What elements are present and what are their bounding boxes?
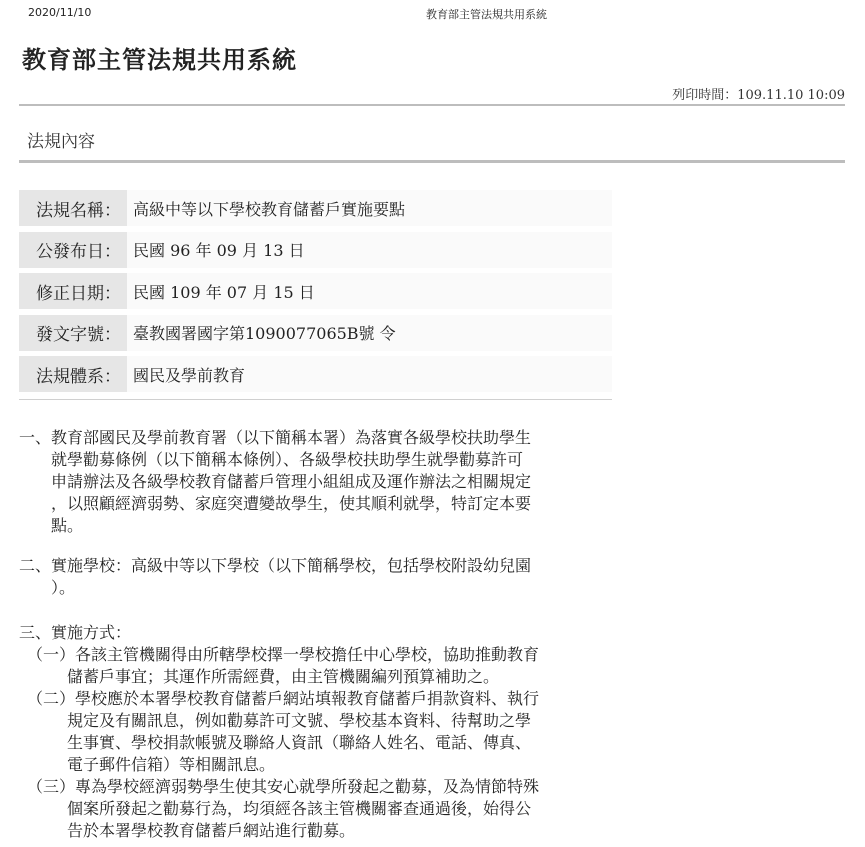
- article-line: （二）學校應於本署學校教育儲蓄戶網站填報教育儲蓄戶捐款資料、執行: [19, 689, 540, 708]
- meta-label: 法規名稱：: [19, 190, 127, 226]
- article-line: 告於本署學校教育儲蓄戶網站進行勸募。: [19, 821, 356, 840]
- article-line: ）。: [19, 578, 76, 597]
- meta-label: 公發布日：: [19, 232, 127, 268]
- metadata-divider: [19, 399, 612, 400]
- print-date: 2020/11/10: [28, 6, 92, 19]
- meta-row-amend-date: [19, 273, 612, 309]
- meta-label: 發文字號：: [19, 315, 127, 351]
- meta-value-publish-date: 民國 96 年 09 月 13 日: [127, 232, 612, 268]
- meta-row-publish-date: [19, 232, 612, 268]
- meta-value-amend-date: 民國 109 年 07 月 15 日: [127, 273, 612, 309]
- article-line: 申請辦法及各級學校教育儲蓄戶管理小組組成及運作辦法之相關規定: [19, 472, 532, 491]
- article-line: 一、教育部國民及學前教育署（以下簡稱本署）為落實各級學校扶助學生: [19, 428, 532, 447]
- print-time: 列印時間：109.11.10 10:09: [672, 88, 845, 103]
- article-2: [19, 555, 619, 599]
- meta-label: 法規體系：: [19, 356, 127, 392]
- print-system-name: 教育部主管法規共用系統: [426, 8, 547, 21]
- article-3: [19, 622, 619, 842]
- article-line: 點。: [19, 516, 84, 535]
- meta-label: 修正日期：: [19, 273, 127, 309]
- article-line: 規定及有關訊息，例如勸募許可文號、學校基本資料、待幫助之學: [19, 711, 532, 730]
- article-line: 二、實施學校：高級中等以下學校（以下簡稱學校，包括學校附設幼兒園: [19, 556, 532, 575]
- law-metadata-table: [19, 190, 612, 398]
- section-title: 法規內容: [27, 132, 95, 152]
- meta-value-law-name: 高級中等以下學校教育儲蓄戶實施要點: [127, 190, 612, 226]
- article-line: 就學勸募條例（以下簡稱本條例）、各級學校扶助學生就學勸募許可: [19, 450, 524, 469]
- section-divider: [19, 160, 845, 163]
- meta-value-document-number: 臺教國署國字第1090077065B號 令: [127, 315, 612, 351]
- article-line: ，以照顧經濟弱勢、家庭突遭變故學生，使其順利就學，特訂定本要: [19, 494, 532, 513]
- meta-value-law-category: 國民及學前教育: [127, 356, 612, 392]
- article-line: （一）各該主管機關得由所轄學校擇一學校擔任中心學校，協助推動教育: [19, 645, 540, 664]
- article-line: 生事實、學校捐款帳號及聯絡人資訊（聯絡人姓名、電話、傳真、: [19, 733, 532, 752]
- article-line: 電子郵件信箱）等相關訊息。: [19, 755, 276, 774]
- article-1: [19, 427, 619, 537]
- article-line: 三、實施方式：: [19, 623, 132, 642]
- article-line: （三）專為學校經濟弱勢學生使其安心就學所發起之勸募，及為情節特殊: [19, 777, 540, 796]
- article-line: 儲蓄戶事宜；其運作所需經費，由主管機關編列預算補助之。: [19, 667, 500, 686]
- meta-row-law-category: [19, 356, 612, 392]
- meta-row-law-name: [19, 190, 612, 226]
- article-line: 個案所發起之勸募行為，均須經各該主管機關審查通過後，始得公: [19, 799, 532, 818]
- page-title: 教育部主管法規共用系統: [22, 46, 297, 74]
- meta-row-document-number: [19, 315, 612, 351]
- print-header: [0, 0, 865, 26]
- title-divider: [19, 104, 845, 106]
